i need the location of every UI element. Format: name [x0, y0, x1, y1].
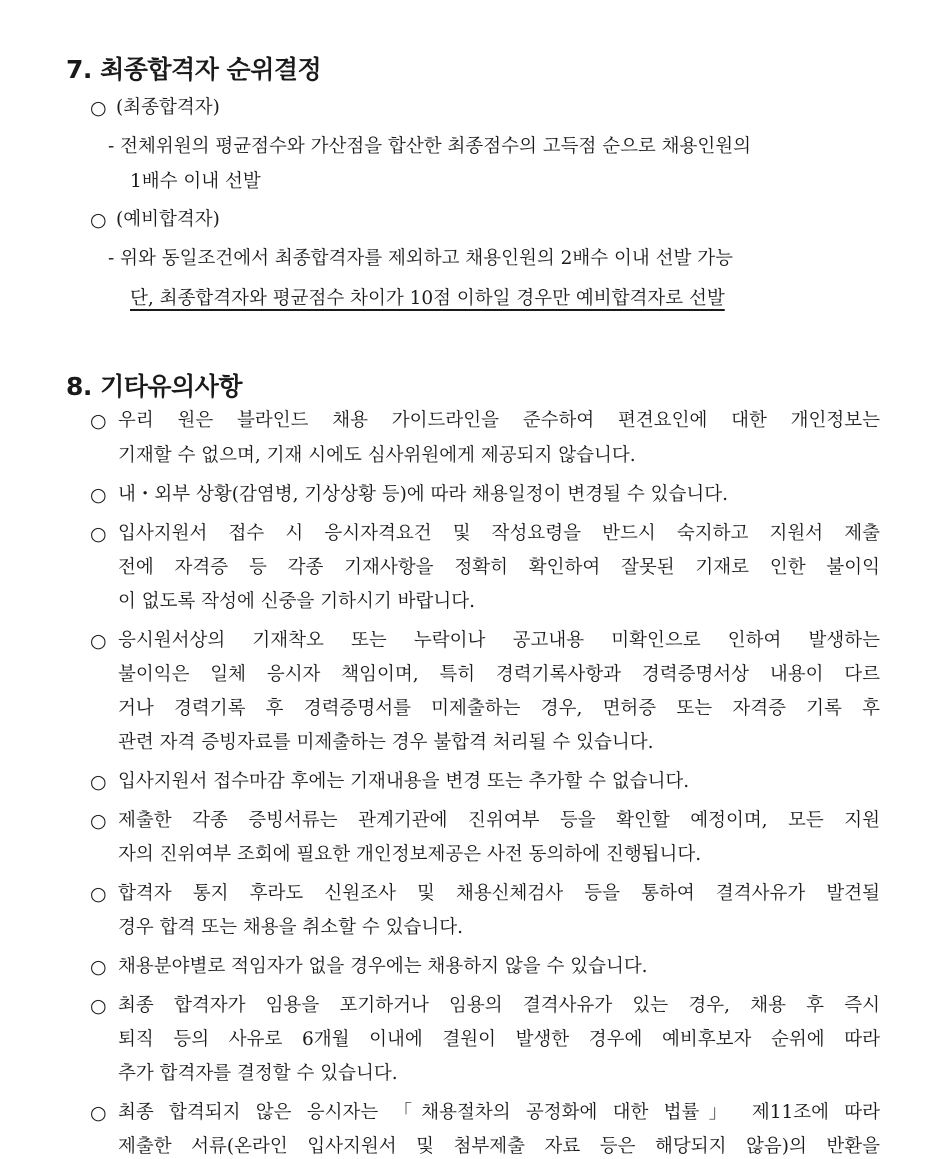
bullet-circle-icon: ○: [90, 956, 107, 978]
notice-line: 제출한 각종 증빙서류는 관계기관에 진위여부 등을 확인할 예정이며, 모든 지원: [118, 810, 880, 831]
notice-line: 입사지원서 접수 시 응시자격요건 및 작성요령을 반드시 숙지하고 지원서 제출: [118, 523, 880, 544]
final-candidates-label: (최종합격자): [116, 97, 220, 118]
section-8-title: 8. 기타유의사항: [66, 372, 242, 401]
notice-line: 합격자 통지 후라도 신원조사 및 채용신체검사 등을 통하여 결격사유가 발견될: [118, 883, 880, 904]
notice-line: 추가 합격자를 결정할 수 있습니다.: [118, 1063, 398, 1084]
notice-line: 이 없도록 작성에 신중을 기하시기 바랍니다.: [118, 591, 475, 612]
notice-line: 기재할 수 없으며, 기재 시에도 심사위원에게 제공되지 않습니다.: [118, 445, 636, 466]
reserve-candidates-line: - 위와 동일조건에서 최종합격자를 제외하고 채용인원의 2배수 이내 선발 가능: [108, 248, 733, 269]
notice-line: 최종 합격자가 임용을 포기하거나 임용의 결격사유가 있는 경우, 채용 후 즉시: [118, 995, 880, 1016]
notice-line: 거나 경력기록 후 경력증명서를 미제출하는 경우, 면허증 또는 자격증 기록 후: [118, 698, 880, 719]
bullet-circle-icon: ○: [90, 410, 107, 432]
notice-line: 응시원서상의 기재착오 또는 누락이나 공고내용 미확인으로 인하여 발생하는: [118, 630, 880, 651]
bullet-circle-icon: ○: [90, 771, 107, 793]
bullet-circle-icon: ○: [90, 995, 107, 1017]
notice-line: 관련 자격 증빙자료를 미제출하는 경우 불합격 처리될 수 있습니다.: [118, 732, 654, 753]
notice-line: 자의 진위여부 조회에 필요한 개인정보제공은 사전 동의하에 진행됩니다.: [118, 844, 702, 865]
notice-line: 채용분야별로 적임자가 없을 경우에는 채용하지 않을 수 있습니다.: [118, 956, 648, 977]
final-candidates-line: 1배수 이내 선발: [130, 171, 261, 192]
notice-line: 경우 합격 또는 채용을 취소할 수 있습니다.: [118, 917, 463, 938]
notice-line: 불이익은 일체 응시자 책임이며, 특히 경력기록사항과 경력증명서상 내용이 다르: [118, 664, 880, 685]
notice-line: 우리 원은 블라인드 채용 가이드라인을 준수하여 편견요인에 대한 개인정보는: [118, 410, 880, 431]
notice-line: 제출한 서류(온라인 입사지원서 및 첨부제출 자료 등은 해당되지 않음)의 반환을: [118, 1136, 880, 1157]
bullet-circle-icon: ○: [90, 1102, 107, 1124]
notice-line: 내・외부 상황(감염병, 기상상황 등)에 따라 채용일정이 변경될 수 있습니다.: [118, 484, 729, 505]
notice-line: 입사지원서 접수마감 후에는 기재내용을 변경 또는 추가할 수 없습니다.: [118, 771, 690, 792]
notice-line: 최종 합격되지 않은 응시자는 「채용절차의 공정화에 대한 법률」 제11조에 따라: [118, 1102, 880, 1123]
bullet-circle-icon: ○: [90, 523, 107, 545]
notice-line: 퇴직 등의 사유로 6개월 이내에 결원이 발생한 경우에 예비후보자 순위에 따라: [118, 1029, 880, 1050]
reserve-candidates-note: 단, 최종합격자와 평균점수 차이가 10점 이하일 경우만 예비합격자로 선발: [130, 288, 725, 309]
bullet-circle-icon: ○: [90, 97, 107, 119]
notice-line: 전에 자격증 등 각종 기재사항을 정확히 확인하여 잘못된 기재로 인한 불이익: [118, 557, 880, 578]
bullet-circle-icon: ○: [90, 810, 107, 832]
bullet-circle-icon: ○: [90, 883, 107, 905]
bullet-circle-icon: ○: [90, 630, 107, 652]
final-candidates-line: - 전체위원의 평균점수와 가산점을 합산한 최종점수의 고득점 순으로 채용인원의: [108, 136, 752, 157]
reserve-candidates-label: (예비합격자): [116, 209, 220, 230]
section-7-title: 7. 최종합격자 순위결정: [66, 55, 322, 84]
bullet-circle-icon: ○: [90, 209, 107, 231]
bullet-circle-icon: ○: [90, 484, 107, 506]
